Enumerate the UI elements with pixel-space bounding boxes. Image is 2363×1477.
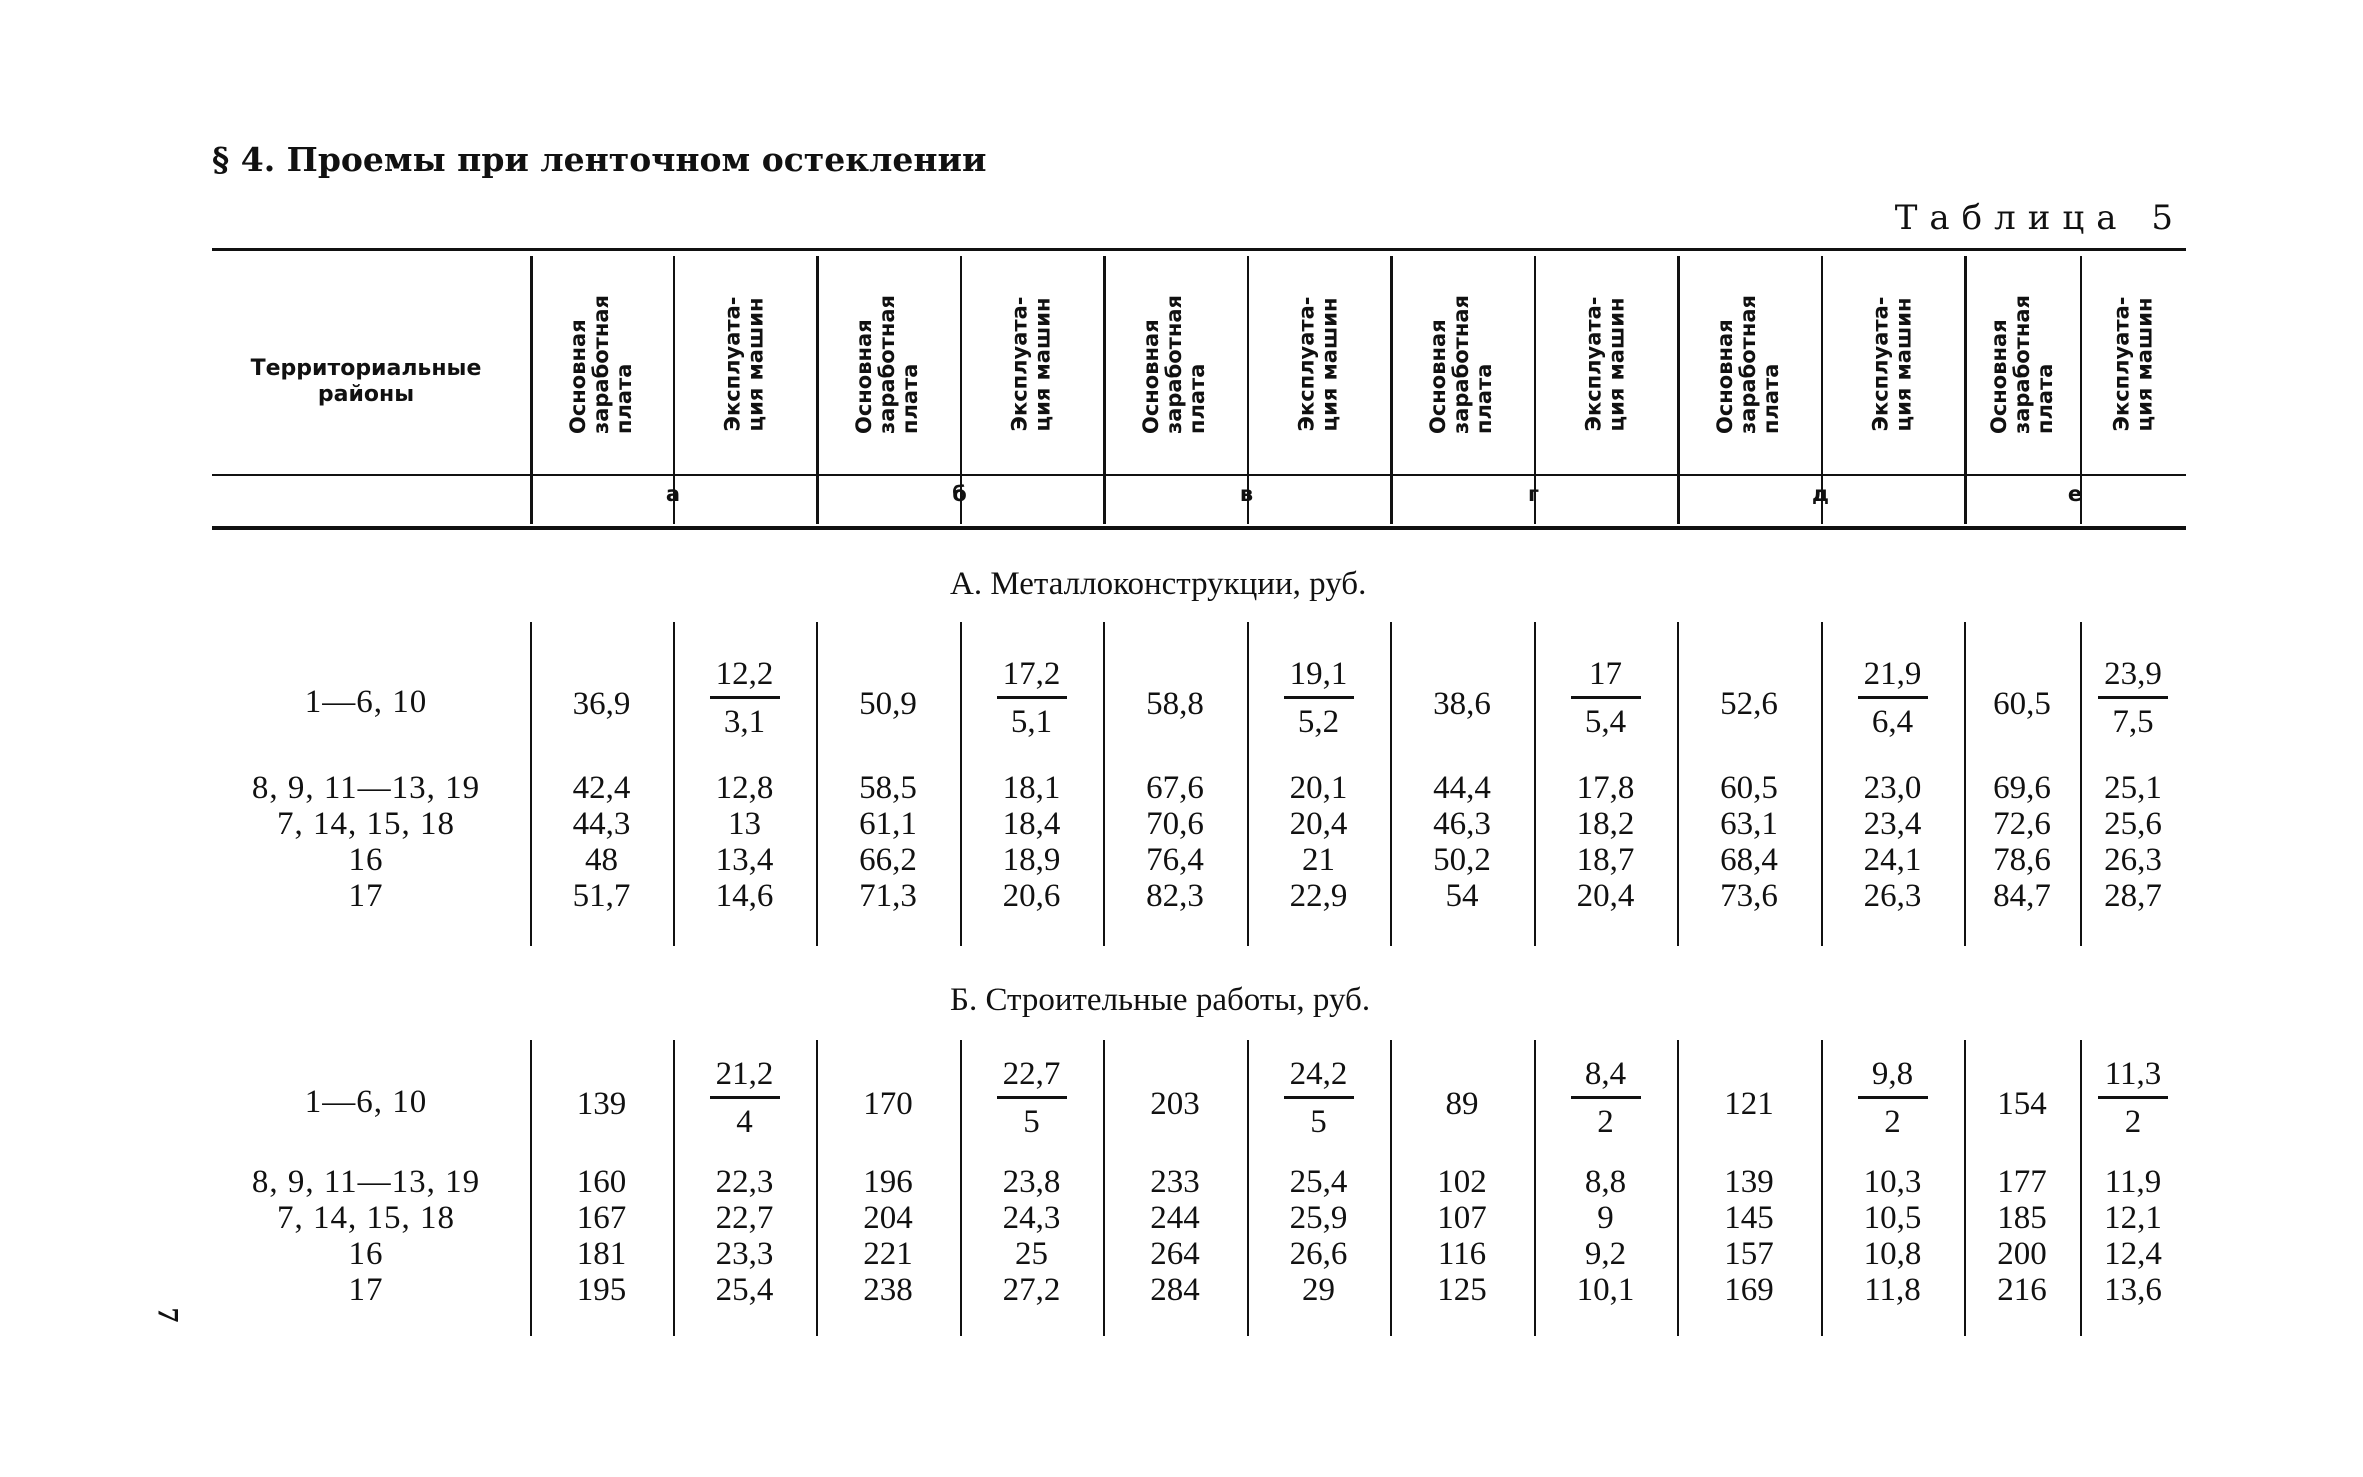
fraction-numerator: 11,3 — [2104, 1056, 2162, 1092]
header-text: Эксплуата- ция машин — [2109, 296, 2157, 432]
cell-base-salary: 73,6 — [1720, 878, 1778, 914]
row-label: 7, 14, 15, 18 — [277, 1200, 455, 1236]
cell-base-salary: 68,4 — [1720, 842, 1778, 878]
cell-base-salary: 185 — [1997, 1200, 2047, 1236]
cell-machine-operation: 25,4 — [1289, 1164, 1348, 1200]
header-machine-operation — [673, 256, 816, 472]
section-title: Б. Строительные работы, руб. — [950, 982, 1371, 1018]
header-base-salary — [1103, 256, 1247, 472]
fraction-cell — [673, 1052, 816, 1143]
header-text: Основная заработная плата — [852, 294, 923, 434]
cell-machine-operation: 18,2 — [1576, 806, 1635, 842]
fraction-denominator: 5,4 — [1584, 704, 1627, 740]
column-group-letter: е — [2067, 482, 2083, 506]
cell-base-salary: 238 — [863, 1272, 913, 1308]
fraction-cell — [1821, 1052, 1964, 1143]
column-group-letter: б — [952, 482, 967, 506]
header-machine-operation — [1247, 256, 1390, 472]
header-text: Основная заработная плата — [1713, 294, 1784, 434]
header-base-salary — [1677, 256, 1821, 472]
cell-base-salary: 51,7 — [572, 878, 631, 914]
cell-machine-operation: 20,6 — [1002, 878, 1061, 914]
cell-base-salary: 167 — [576, 1200, 627, 1236]
header-territorial-districts: Территориальные районы — [250, 356, 482, 407]
cell-base-salary: 284 — [1150, 1272, 1200, 1308]
fraction-denominator: 5,1 — [1010, 704, 1053, 740]
cell-base-salary: 44,3 — [572, 806, 631, 842]
cell-base-salary: 66,2 — [859, 842, 917, 878]
fraction-numerator: 21,2 — [715, 1056, 774, 1092]
cell-base-salary: 69,6 — [1993, 770, 2051, 806]
header-text: Основная заработная плата — [1139, 294, 1210, 434]
rule-line — [212, 474, 2186, 476]
cell-machine-operation: 25 — [1015, 1236, 1048, 1272]
cell-machine-operation: 23,4 — [1863, 806, 1922, 842]
cell-base-salary: 76,4 — [1146, 842, 1204, 878]
row-label: 17 — [348, 1272, 384, 1308]
fraction-cell — [1821, 652, 1964, 743]
cell-machine-operation: 20,1 — [1289, 770, 1348, 806]
header-text: Эксплуата- ция машин — [1868, 296, 1916, 432]
column-group-letter: а — [665, 482, 681, 506]
cell-base-salary: 139 — [576, 1086, 627, 1122]
cell-machine-operation: 23,3 — [715, 1236, 774, 1272]
cell-machine-operation: 13 — [728, 806, 761, 842]
cell-machine-operation: 21 — [1302, 842, 1335, 878]
cell-base-salary: 44,4 — [1433, 770, 1491, 806]
cell-base-salary: 48 — [585, 842, 618, 878]
cell-base-salary: 204 — [863, 1200, 913, 1236]
row-label: 8, 9, 11—13, 19 — [251, 770, 481, 806]
cell-base-salary: 36,9 — [572, 686, 631, 722]
fraction-numerator: 17 — [1589, 656, 1622, 692]
cell-base-salary: 216 — [1997, 1272, 2047, 1308]
cell-machine-operation: 18,9 — [1002, 842, 1061, 878]
cell-base-salary: 170 — [863, 1086, 913, 1122]
fraction-numerator: 19,1 — [1289, 656, 1348, 692]
cell-machine-operation: 18,7 — [1576, 842, 1635, 878]
cell-base-salary: 78,6 — [1993, 842, 2051, 878]
cell-machine-operation: 14,6 — [715, 878, 774, 914]
cell-base-salary: 70,6 — [1146, 806, 1204, 842]
cell-machine-operation: 11,8 — [1864, 1272, 1921, 1308]
row-label: 1—6, 10 — [304, 684, 428, 720]
cell-base-salary: 244 — [1150, 1200, 1200, 1236]
cell-machine-operation: 23,0 — [1863, 770, 1922, 806]
cell-machine-operation: 10,1 — [1576, 1272, 1635, 1308]
cell-machine-operation: 18,4 — [1002, 806, 1061, 842]
cell-machine-operation: 11,9 — [2104, 1164, 2162, 1200]
cell-machine-operation: 18,1 — [1002, 770, 1061, 806]
cell-machine-operation: 12,1 — [2104, 1200, 2162, 1236]
cell-base-salary: 157 — [1724, 1236, 1774, 1272]
cell-base-salary: 61,1 — [859, 806, 917, 842]
cell-base-salary: 60,5 — [1993, 686, 2051, 722]
row-label: 7, 14, 15, 18 — [277, 806, 455, 842]
header-base-salary — [530, 256, 673, 472]
cell-base-salary: 107 — [1437, 1200, 1487, 1236]
cell-base-salary: 160 — [576, 1164, 627, 1200]
fraction-cell — [1534, 652, 1677, 743]
cell-machine-operation: 29 — [1302, 1272, 1335, 1308]
fraction-cell — [673, 652, 816, 743]
cell-base-salary: 177 — [1997, 1164, 2047, 1200]
cell-base-salary: 67,6 — [1146, 770, 1204, 806]
cell-base-salary: 181 — [576, 1236, 627, 1272]
cell-machine-operation: 22,9 — [1289, 878, 1348, 914]
header-machine-operation — [1821, 256, 1964, 472]
cell-machine-operation: 17,8 — [1576, 770, 1635, 806]
header-text: Основная заработная плата — [565, 294, 636, 434]
fraction-denominator: 2 — [2124, 1104, 2142, 1140]
cell-base-salary: 71,3 — [859, 878, 917, 914]
cell-machine-operation: 26,3 — [1863, 878, 1922, 914]
cell-machine-operation: 25,1 — [2104, 770, 2162, 806]
fraction-denominator: 6,4 — [1871, 704, 1914, 740]
cell-base-salary: 54 — [1445, 878, 1479, 914]
header-base-salary — [1964, 256, 2080, 472]
fraction-denominator: 5,2 — [1297, 704, 1340, 740]
row-label: 8, 9, 11—13, 19 — [251, 1164, 481, 1200]
cell-base-salary: 195 — [576, 1272, 627, 1308]
cell-machine-operation: 25,9 — [1289, 1200, 1348, 1236]
cell-base-salary: 72,6 — [1993, 806, 2051, 842]
row-label: 16 — [348, 842, 384, 878]
fraction-denominator: 7,5 — [2112, 704, 2154, 740]
header-text: Основная заработная плата — [1426, 294, 1497, 434]
cell-base-salary: 58,8 — [1146, 686, 1204, 722]
cell-machine-operation: 25,6 — [2104, 806, 2162, 842]
row-label: 17 — [348, 878, 384, 914]
fraction-numerator: 22,7 — [1002, 1056, 1061, 1092]
cell-machine-operation: 10,3 — [1863, 1164, 1922, 1200]
cell-base-salary: 38,6 — [1433, 686, 1491, 722]
cell-base-salary: 58,5 — [859, 770, 917, 806]
column-group-letter: в — [1239, 482, 1254, 506]
cell-base-salary: 102 — [1437, 1164, 1487, 1200]
header-machine-operation — [2080, 256, 2186, 472]
fraction-denominator: 5 — [1023, 1104, 1040, 1140]
cell-machine-operation: 22,3 — [715, 1164, 774, 1200]
fraction-cell — [1534, 1052, 1677, 1143]
header-text: Эксплуата- ция машин — [1007, 296, 1055, 432]
header-text: Эксплуата- ция машин — [1581, 296, 1629, 432]
cell-machine-operation: 8,8 — [1584, 1164, 1627, 1200]
column-group-letter: г — [1528, 482, 1539, 506]
cell-machine-operation: 25,4 — [715, 1272, 774, 1308]
cell-machine-operation: 13,4 — [715, 842, 774, 878]
cell-machine-operation: 24,3 — [1002, 1200, 1061, 1236]
cell-machine-operation: 23,8 — [1002, 1164, 1061, 1200]
header-text: Эксплуата- ция машин — [1294, 296, 1342, 432]
cell-machine-operation: 20,4 — [1289, 806, 1348, 842]
cell-base-salary: 203 — [1150, 1086, 1200, 1122]
header-machine-operation — [1534, 256, 1677, 472]
cell-base-salary: 84,7 — [1993, 878, 2051, 914]
fraction-numerator: 9,8 — [1871, 1056, 1914, 1092]
fraction-cell — [960, 652, 1103, 743]
cell-base-salary: 121 — [1724, 1086, 1774, 1122]
rule-line — [212, 526, 2186, 530]
cell-machine-operation: 28,7 — [2104, 878, 2162, 914]
cell-machine-operation: 22,7 — [715, 1200, 774, 1236]
fraction-denominator: 5 — [1310, 1104, 1327, 1140]
cell-machine-operation: 13,6 — [2104, 1272, 2162, 1308]
fraction-cell — [1247, 1052, 1390, 1143]
table-label: Таблица 5 — [1894, 198, 2185, 238]
cell-base-salary: 233 — [1150, 1164, 1200, 1200]
cell-base-salary: 60,5 — [1720, 770, 1778, 806]
header-machine-operation — [960, 256, 1103, 472]
fraction-denominator: 3,1 — [723, 704, 766, 740]
cell-machine-operation: 9 — [1597, 1200, 1614, 1236]
row-label: 16 — [348, 1236, 384, 1272]
cell-base-salary: 125 — [1437, 1272, 1487, 1308]
cell-machine-operation: 12,8 — [715, 770, 774, 806]
cell-base-salary: 89 — [1445, 1086, 1479, 1122]
section-title: А. Металлоконструкции, руб. — [950, 566, 1367, 602]
fraction-denominator: 2 — [1597, 1104, 1614, 1140]
fraction-cell — [1247, 652, 1390, 743]
cell-base-salary: 139 — [1724, 1164, 1774, 1200]
cell-machine-operation: 10,8 — [1863, 1236, 1922, 1272]
cell-base-salary: 196 — [863, 1164, 913, 1200]
cell-machine-operation: 9,2 — [1584, 1236, 1627, 1272]
cell-machine-operation: 24,1 — [1863, 842, 1922, 878]
cell-machine-operation: 27,2 — [1002, 1272, 1061, 1308]
header-base-salary — [1390, 256, 1534, 472]
header-text: Основная заработная плата — [1986, 294, 2057, 434]
cell-machine-operation: 26,6 — [1289, 1236, 1348, 1272]
cell-base-salary: 50,9 — [859, 686, 917, 722]
cell-base-salary: 264 — [1150, 1236, 1200, 1272]
header-base-salary — [816, 256, 960, 472]
column-group-letter: д — [1812, 482, 1829, 506]
fraction-cell — [2080, 652, 2186, 743]
fraction-numerator: 17,2 — [1002, 656, 1061, 692]
fraction-numerator: 21,9 — [1863, 656, 1922, 692]
section-heading: § 4. Проемы при ленточном остеклении — [212, 140, 987, 179]
cell-base-salary: 52,6 — [1720, 686, 1778, 722]
cell-machine-operation: 10,5 — [1863, 1200, 1922, 1236]
cell-base-salary: 42,4 — [572, 770, 631, 806]
fraction-numerator: 8,4 — [1584, 1056, 1627, 1092]
header-text: Эксплуата- ция машин — [720, 296, 768, 432]
cell-base-salary: 46,3 — [1433, 806, 1491, 842]
fraction-cell — [2080, 1052, 2186, 1143]
page-mark: 7 — [151, 1307, 185, 1323]
cell-base-salary: 221 — [863, 1236, 913, 1272]
cell-base-salary: 50,2 — [1433, 842, 1491, 878]
cell-base-salary: 63,1 — [1720, 806, 1778, 842]
fraction-denominator: 2 — [1884, 1104, 1901, 1140]
fraction-denominator: 4 — [736, 1104, 753, 1140]
cell-machine-operation: 20,4 — [1576, 878, 1635, 914]
fraction-cell — [960, 1052, 1103, 1143]
row-label: 1—6, 10 — [304, 1084, 428, 1120]
cell-base-salary: 145 — [1724, 1200, 1774, 1236]
cell-machine-operation: 12,4 — [2104, 1236, 2162, 1272]
cell-base-salary: 169 — [1724, 1272, 1774, 1308]
rule-line — [212, 248, 2186, 251]
cell-base-salary: 200 — [1997, 1236, 2047, 1272]
fraction-numerator: 24,2 — [1289, 1056, 1348, 1092]
fraction-numerator: 12,2 — [715, 656, 774, 692]
cell-base-salary: 82,3 — [1146, 878, 1204, 914]
cell-base-salary: 116 — [1437, 1236, 1487, 1272]
cell-base-salary: 154 — [1997, 1086, 2047, 1122]
cell-machine-operation: 26,3 — [2104, 842, 2162, 878]
fraction-numerator: 23,9 — [2104, 656, 2162, 692]
